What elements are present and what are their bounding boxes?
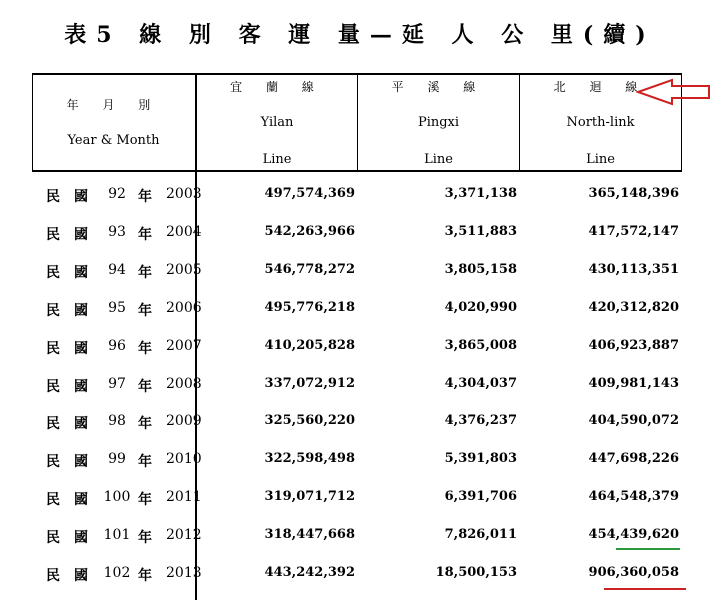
northlink-value: 409,981,143 <box>588 375 679 391</box>
ad-year: 2011 <box>166 489 202 506</box>
ad-year: 2010 <box>166 451 202 468</box>
roc-year: 95 <box>108 299 126 316</box>
table-row <box>0 451 700 489</box>
min-char: 民 <box>46 492 60 509</box>
nian-char: 年 <box>138 340 152 357</box>
yilan-value: 542,263,966 <box>264 223 355 239</box>
yilan-value: 337,072,912 <box>264 375 355 391</box>
guo-char: 國 <box>74 340 88 357</box>
pingxi-value: 6,391,706 <box>444 489 517 505</box>
nian-char: 年 <box>138 530 152 547</box>
nian-char: 年 <box>138 416 152 433</box>
pingxi-value: 7,826,011 <box>444 527 517 543</box>
pingxi-value: 3,865,008 <box>444 337 517 353</box>
northlink-header-zh: 北 迴 線 <box>553 80 648 94</box>
ad-year: 2005 <box>166 261 202 278</box>
yilan-value: 443,242,392 <box>264 565 355 580</box>
yilan-header-en2: Line <box>262 152 292 167</box>
table-row <box>0 262 700 300</box>
yilan-value: 410,205,828 <box>264 337 355 353</box>
nian-char: 年 <box>138 454 152 471</box>
yilan-value: 546,778,272 <box>264 261 355 277</box>
min-char: 民 <box>46 378 60 395</box>
pingxi-header-en2: Line <box>424 152 453 167</box>
roc-year: 101 <box>103 527 131 544</box>
pingxi-value: 3,805,158 <box>444 261 517 277</box>
yilan-value: 322,598,498 <box>264 451 355 467</box>
guo-char: 國 <box>74 378 88 395</box>
yilan-value: 325,560,220 <box>264 413 355 429</box>
northlink-value: 406,923,887 <box>588 337 679 353</box>
min-char: 民 <box>46 416 60 433</box>
guo-char: 國 <box>74 226 88 243</box>
yilan-header-zh: 宜 蘭 線 <box>230 80 324 94</box>
guo-char: 國 <box>74 454 88 471</box>
northlink-value: 417,572,147 <box>588 223 679 239</box>
table-row <box>0 565 700 603</box>
left-arrow-icon <box>636 78 712 106</box>
table-row <box>0 527 700 565</box>
pingxi-header-en: Pingxi <box>417 115 460 130</box>
min-char: 民 <box>46 340 60 357</box>
yilan-header-en: Yilan <box>260 115 294 130</box>
min-char: 民 <box>46 530 60 547</box>
yilan-value: 497,574,369 <box>264 186 355 201</box>
table-row <box>0 338 700 376</box>
roc-year: 94 <box>108 261 126 278</box>
min-char: 民 <box>46 454 60 471</box>
ad-year: 2006 <box>166 299 202 316</box>
nian-char: 年 <box>138 264 152 281</box>
northlink-value: 420,312,820 <box>588 299 679 315</box>
ad-year: 2007 <box>166 337 202 354</box>
table-row <box>0 186 700 224</box>
northlink-header-en: North-link <box>566 115 635 130</box>
nian-char: 年 <box>138 189 152 205</box>
roc-year: 97 <box>108 375 126 392</box>
northlink-value: 454,439,620 <box>588 527 679 543</box>
highlight-underline-2012 <box>616 548 680 550</box>
roc-year: 92 <box>108 186 126 202</box>
table-row <box>0 413 700 451</box>
ad-year: 2009 <box>166 413 202 430</box>
nian-char: 年 <box>138 302 152 319</box>
pingxi-value: 3,371,138 <box>444 186 517 201</box>
min-char: 民 <box>46 568 60 584</box>
northlink-value: 464,548,379 <box>588 489 679 505</box>
nian-char: 年 <box>138 492 152 509</box>
pingxi-value: 5,391,803 <box>444 451 517 467</box>
min-char: 民 <box>46 264 60 281</box>
northlink-value: 365,148,396 <box>588 186 679 201</box>
period-header-zh: 年 月 別 <box>66 98 161 112</box>
guo-char: 國 <box>74 189 88 205</box>
northlink-value: 447,698,226 <box>588 451 679 467</box>
header-left-border <box>32 73 33 172</box>
table-row <box>0 224 700 262</box>
ad-year: 2008 <box>166 375 202 392</box>
nian-char: 年 <box>138 226 152 243</box>
yilan-value: 319,071,712 <box>264 489 355 505</box>
roc-year: 100 <box>103 489 131 506</box>
ad-year: 2004 <box>166 223 202 240</box>
table-row <box>0 300 700 338</box>
min-char: 民 <box>46 189 60 205</box>
pingxi-value: 3,511,883 <box>444 223 517 239</box>
yilan-value: 495,776,218 <box>264 299 355 315</box>
guo-char: 國 <box>74 492 88 509</box>
northlink-value: 906,360,058 <box>588 565 679 580</box>
guo-char: 國 <box>74 264 88 281</box>
table-row <box>0 489 700 527</box>
pingxi-header-zh: 平 溪 線 <box>391 80 486 94</box>
pingxi-value: 18,500,153 <box>435 565 517 580</box>
highlight-underline-2013 <box>604 588 686 590</box>
nian-char: 年 <box>138 378 152 395</box>
ad-year: 2013 <box>166 565 202 581</box>
min-char: 民 <box>46 302 60 319</box>
min-char: 民 <box>46 226 60 243</box>
guo-char: 國 <box>74 302 88 319</box>
guo-char: 國 <box>74 568 88 584</box>
ad-year: 2003 <box>166 186 202 202</box>
guo-char: 國 <box>74 530 88 547</box>
pingxi-value: 4,304,037 <box>444 375 517 391</box>
table-title: 表5 線 別 客 運 量—延 人 公 里(續) <box>64 22 656 48</box>
northlink-value: 430,113,351 <box>588 261 679 277</box>
roc-year: 102 <box>103 565 131 581</box>
northlink-header-en2: Line <box>586 152 615 167</box>
yilan-value: 318,447,668 <box>264 527 355 543</box>
roc-year: 93 <box>108 223 126 240</box>
table-row <box>0 376 700 414</box>
pingxi-value: 4,020,990 <box>444 299 517 315</box>
northlink-value: 404,590,072 <box>588 413 679 429</box>
roc-year: 98 <box>108 413 126 430</box>
ad-year: 2012 <box>166 527 202 544</box>
guo-char: 國 <box>74 416 88 433</box>
roc-year: 96 <box>108 337 126 354</box>
period-header-en: Year & Month <box>67 133 160 148</box>
nian-char: 年 <box>138 568 152 584</box>
pingxi-value: 4,376,237 <box>444 413 517 429</box>
roc-year: 99 <box>108 451 126 468</box>
